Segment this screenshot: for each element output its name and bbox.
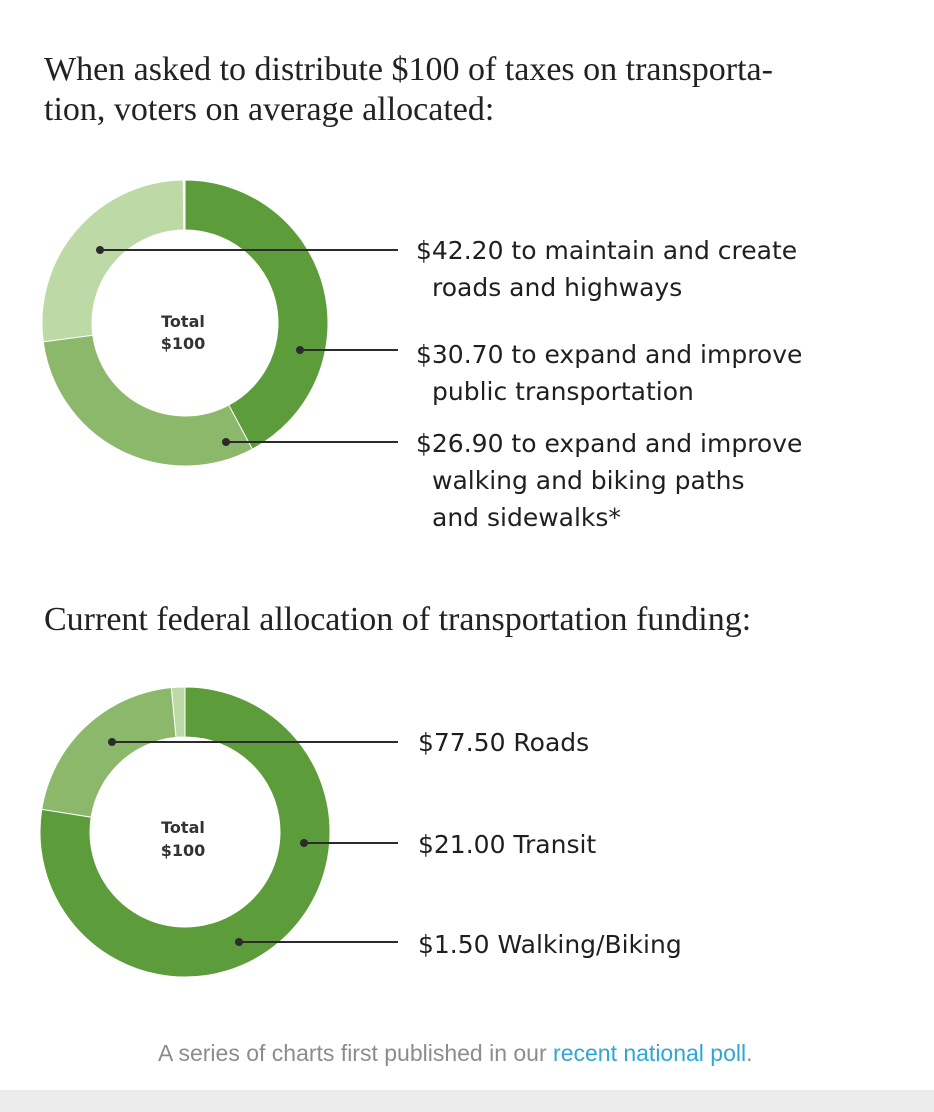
chart-1-title-line-2: tion, voters on average allocated: (44, 91, 495, 128)
caption (158, 1040, 753, 1067)
slice-label-2-1-line-1: $77.50 Roads (418, 728, 590, 757)
footer-band (0, 1090, 934, 1112)
chart-1-title-line-1: When asked to distribute $100 of taxes on transporta- (44, 51, 773, 88)
chart-2-center-label-2: $100 (160, 841, 206, 860)
slice-label-2-2-line-1: $21.00 Transit (418, 830, 597, 859)
slice-label-1-2-line-1: $30.70 to expand and improve (416, 340, 803, 369)
slice-label-1-3-line-2: walking and biking paths (432, 466, 745, 495)
slice-label-1-1-line-1: $42.20 to maintain and create (416, 236, 798, 265)
chart-2-title-line-1: Current federal allocation of transportation funding: (44, 601, 752, 638)
slice-label-2-3-line-1: $1.50 Walking/Biking (418, 930, 682, 959)
recent-national-poll-link[interactable]: recent national poll (553, 1040, 747, 1066)
slice-label-1-3-line-1: $26.90 to expand and improve (416, 429, 803, 458)
caption-text: A series of charts first published in our (158, 1040, 554, 1066)
slice-label-1-2-line-2: public transportation (432, 377, 694, 406)
chart-2-center-label-1: Total (161, 818, 205, 837)
slice-label-1-1-line-2: roads and highways (432, 273, 683, 302)
chart-2-title (44, 600, 751, 640)
chart-1-center-label-2: $100 (160, 334, 206, 353)
donut-chart-voter-allocation (0, 180, 934, 550)
slice-label-1-3-line-3: and sidewalks* (432, 503, 621, 532)
donut-slice-1-2 (43, 335, 252, 466)
chart-1-center-label-1: Total (161, 312, 205, 331)
donut-slice-1-1 (185, 180, 328, 449)
chart-1-title (44, 50, 773, 130)
donut-chart-federal-allocation (0, 680, 934, 1010)
donut-slice-2-2 (42, 688, 176, 817)
caption-period: . (746, 1040, 753, 1066)
